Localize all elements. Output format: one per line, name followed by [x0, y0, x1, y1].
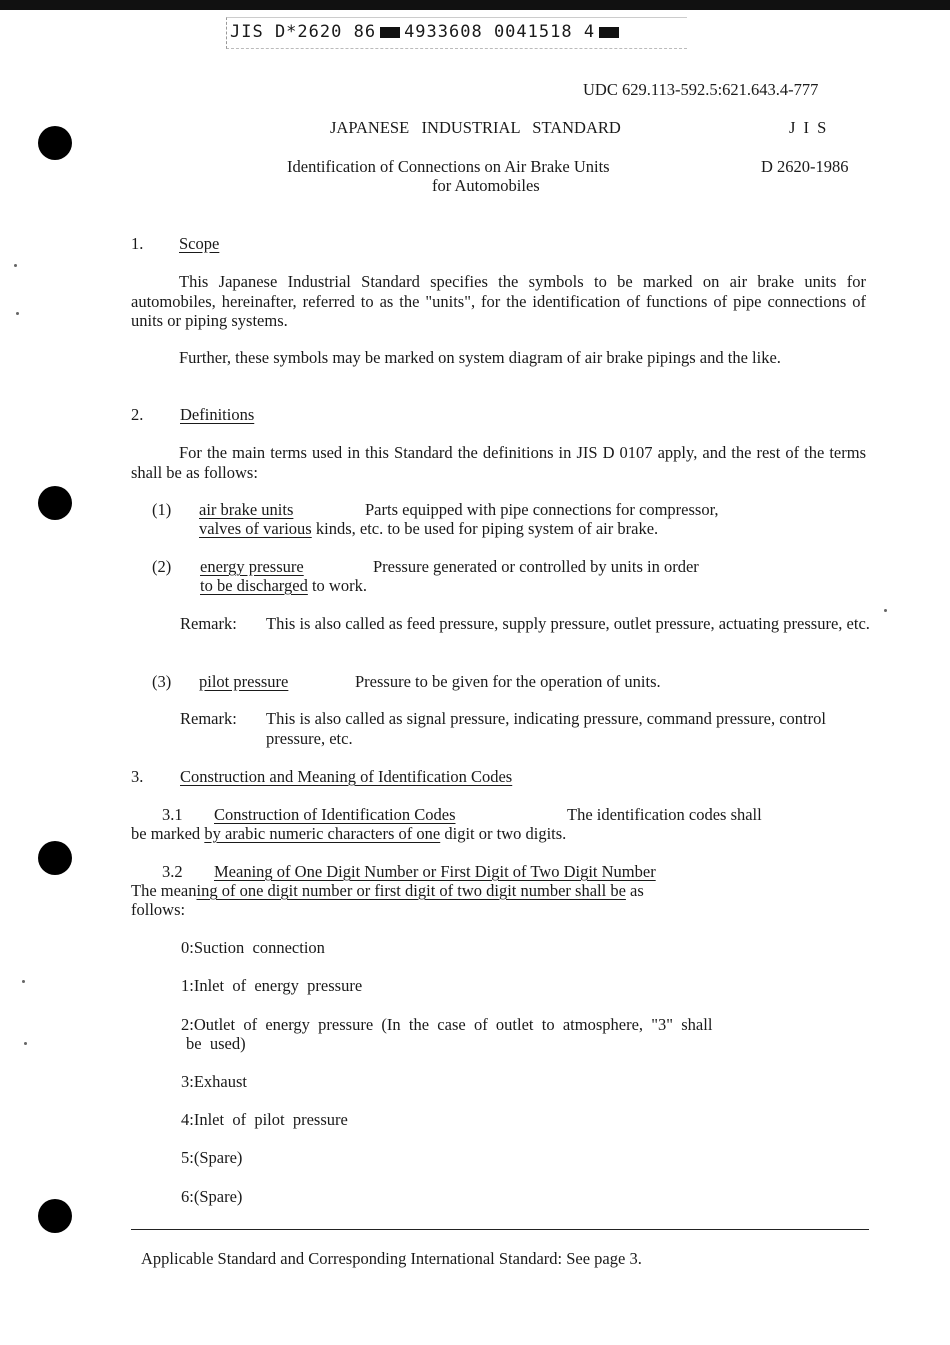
punch-hole	[38, 1199, 72, 1233]
code-meaning: Exhaust	[193, 1072, 248, 1091]
footer-note: Applicable Standard and Corresponding International Standard: See page 3.	[141, 1249, 642, 1268]
scan-speck	[16, 312, 19, 315]
jis-mark: J I S	[789, 118, 829, 137]
text-run: digit or two digits.	[444, 824, 567, 843]
code-digit: 0:	[181, 938, 194, 957]
section-2-number: 2.	[131, 405, 144, 424]
scan-top-bar	[0, 0, 950, 10]
code-item	[181, 1187, 242, 1207]
definition-1-term: air brake units	[199, 500, 294, 519]
code-item	[181, 938, 325, 958]
subsection-3-2-number: 3.2	[162, 862, 183, 881]
definition-2-number: (2)	[152, 557, 172, 576]
stamp-prefix: JIS D*2620 86	[230, 22, 377, 42]
definition-2-underlined: to be discharged	[200, 576, 308, 595]
document-title-line2: for Automobiles	[432, 176, 540, 195]
section-3-heading: Construction and Meaning of Identification Codes	[180, 767, 513, 786]
code-digit: 1:	[181, 976, 194, 995]
code-digit: 6:	[181, 1187, 194, 1206]
subsection-3-1-text: The identification codes shall	[567, 805, 762, 824]
code-digit: 2:	[181, 1015, 194, 1034]
issuing-organization: JAPANESE INDUSTRIAL STANDARD	[330, 118, 621, 137]
definition-2-text: Pressure generated or controlled by units in order	[373, 557, 699, 576]
subsection-3-2-text-line3: follows:	[131, 900, 186, 919]
stamp-frame	[226, 17, 687, 49]
text-run-underlined: ing of one digit number or first digit of two digit number shall be	[196, 881, 626, 900]
standard-number: D 2620-1986	[761, 157, 849, 176]
remark-1-label: Remark:	[180, 614, 237, 633]
definition-2-continuation: to work.	[311, 576, 367, 595]
definition-1-number: (1)	[152, 500, 172, 519]
code-digit: 4:	[181, 1110, 194, 1129]
punch-hole	[38, 841, 72, 875]
text-run: The mean	[131, 881, 197, 900]
stamp-middle: 4933608 0041518 4	[404, 22, 596, 42]
text-run: as	[630, 881, 644, 900]
definition-3-term: pilot pressure	[199, 672, 289, 691]
punch-hole	[38, 486, 72, 520]
definition-1-underlined: valves of various	[199, 519, 312, 538]
scan-speck	[14, 264, 17, 267]
definition-1-text-line2	[199, 519, 658, 539]
code-item	[181, 1110, 348, 1130]
scan-speck	[884, 609, 887, 612]
scan-speck	[24, 1042, 27, 1045]
scan-speck	[22, 980, 25, 983]
remark-1-text: This is also called as feed pressure, supply pressure, outlet pressure, actuating pressure, etc.	[266, 614, 870, 633]
subsection-3-2-heading: Meaning of One Digit Number or First Digit of Two Digit Number	[214, 862, 656, 881]
scope-paragraph-1: This Japanese Industrial Standard specifies the symbols to be marked on air brake units for automobiles, hereinafter, referred to as the "units", for the identification of functions of pipe connections of units or piping systems.	[131, 272, 866, 330]
definition-2-term: energy pressure	[200, 557, 304, 576]
code-item	[181, 976, 362, 996]
code-digit: 5:	[181, 1148, 194, 1167]
code-meaning: (Spare)	[193, 1187, 243, 1206]
code-item	[181, 1148, 242, 1168]
code-item	[181, 1015, 712, 1035]
punch-hole	[38, 126, 72, 160]
subsection-3-1-text-line2	[131, 824, 566, 844]
section-3-number: 3.	[131, 767, 144, 786]
subsection-3-1-heading: Construction of Identification Codes	[214, 805, 456, 824]
remark-2-label: Remark:	[180, 709, 237, 728]
code-meaning: (Spare)	[193, 1148, 243, 1167]
code-item	[181, 1072, 247, 1092]
text-run: be marked	[131, 824, 201, 843]
code-meaning: be used)	[186, 1034, 246, 1053]
footer-rule	[131, 1229, 869, 1230]
definition-2-text-line2	[200, 576, 367, 596]
definition-3-text: Pressure to be given for the operation of units.	[355, 672, 661, 691]
scope-paragraph-2: Further, these symbols may be marked on system diagram of air brake pipings and the like.	[179, 348, 781, 367]
document-title-line1: Identification of Connections on Air Brake Units	[287, 157, 610, 176]
section-2-heading: Definitions	[180, 405, 255, 424]
definitions-intro: For the main terms used in this Standard the definitions in JIS D 0107 apply, and the rest of the terms shall be as follows:	[131, 443, 866, 482]
definition-1-continuation: kinds, etc. to be used for piping system of air brake.	[315, 519, 659, 538]
section-1-number: 1.	[131, 234, 144, 253]
remark-2-text: This is also called as signal pressure, indicating pressure, command pressure, control pressure, etc.	[266, 709, 826, 748]
code-meaning: Suction connection	[193, 938, 325, 957]
subsection-3-2-text-line2	[131, 881, 644, 901]
code-item-continuation	[186, 1034, 246, 1054]
text-run-underlined: by arabic numeric characters of one	[204, 824, 441, 843]
section-1-heading: Scope	[179, 234, 220, 253]
definition-1-text: Parts equipped with pipe connections for compressor,	[365, 500, 719, 519]
code-meaning: Inlet of pilot pressure	[193, 1110, 348, 1129]
definition-3-number: (3)	[152, 672, 172, 691]
udc-code: UDC 629.113-592.5:621.643.4-777	[583, 80, 819, 99]
code-meaning: Inlet of energy pressure	[193, 976, 363, 995]
code-meaning: Outlet of energy pressure (In the case of outlet to atmosphere, "3" shall	[193, 1015, 713, 1034]
code-digit: 3:	[181, 1072, 194, 1091]
subsection-3-1-number: 3.1	[162, 805, 183, 824]
